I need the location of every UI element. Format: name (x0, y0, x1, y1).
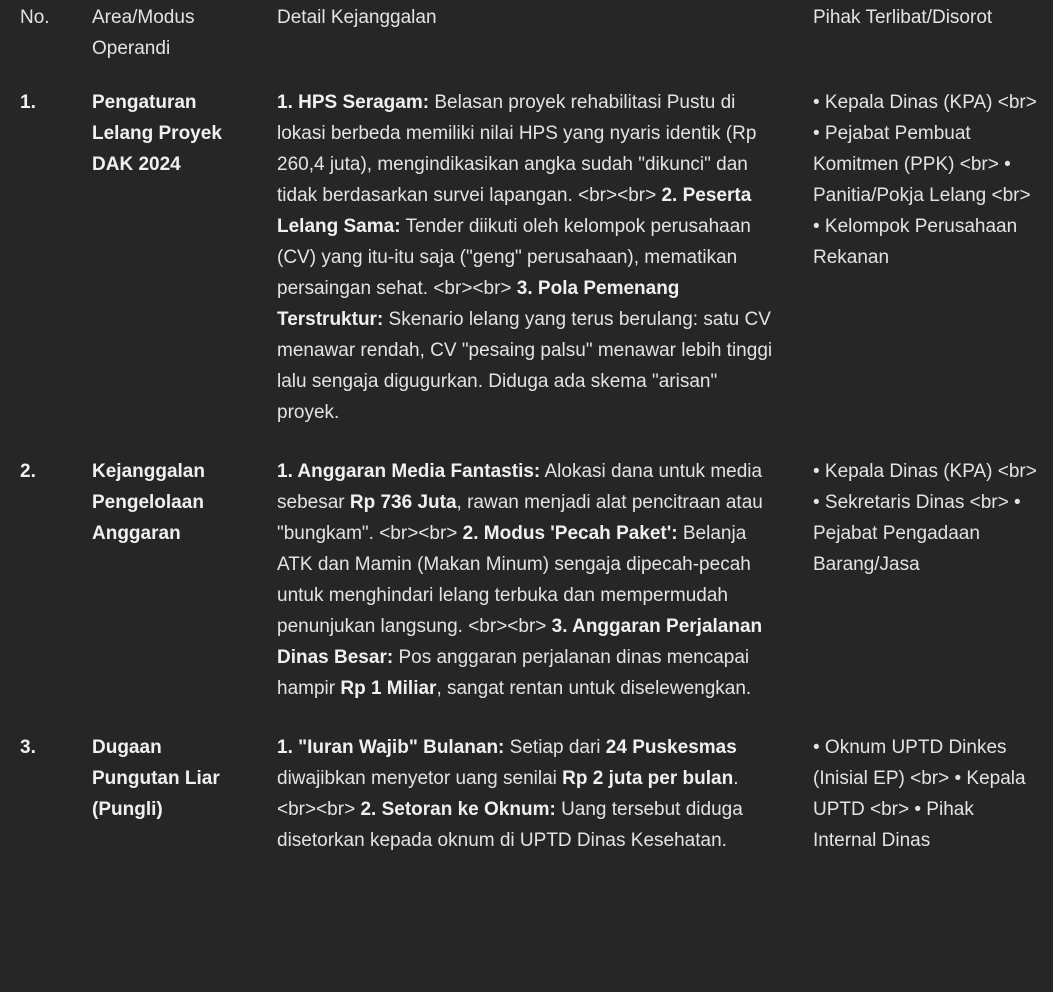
detail-bold-segment: Rp 736 Juta (349, 492, 457, 513)
detail-segment: Alokasi dana untuk media sebesar (277, 461, 763, 513)
row-pihak-text: • Kepala Dinas (KPA) <br> • Pejabat Pembuat Komitmen (PPK) <br> • Panitia/Pokja Lelang <br> • Kelompok Perusahaan Rekanan (813, 92, 1037, 268)
table-row (0, 87, 1053, 456)
row-pihak-text: • Kepala Dinas (KPA) <br> • Sekretaris Dinas <br> • Pejabat Pengadaan Barang/Jasa (813, 461, 1037, 575)
detail-bold-segment: 1. "Iuran Wajib" Bulanan: (277, 737, 505, 758)
header-pihak: Pihak Terlibat/Disorot (813, 7, 993, 28)
row-number (0, 87, 92, 456)
row-area (92, 456, 277, 732)
table-body (0, 87, 1053, 884)
row-pihak-text: • Oknum UPTD Dinkes (Inisial EP) <br> • Kepala UPTD <br> • Pihak Internal Dinas (813, 737, 1026, 851)
detail-segment: Tender diikuti oleh kelompok perusahaan (CV) yang itu-itu saja ("geng" perusahaan), mematikan persaingan sehat. <br><br> (277, 216, 751, 299)
table-row (0, 456, 1053, 732)
detail-segment: Uang tersebut diduga disetorkan kepada oknum di UPTD Dinas Kesehatan. (277, 799, 743, 851)
row-pihak (813, 456, 1053, 732)
detail-segment: Belanja ATK dan Mamin (Makan Minum) sengaja dipecah-pecah untuk menghindari lelang terbuka dan mempermudah penunjukan langsung. <br><br> (277, 523, 751, 637)
header-detail: Detail Kejanggalan (277, 7, 437, 28)
row-detail (277, 456, 813, 732)
detail-bold-segment: 1. HPS Seragam: (277, 92, 430, 113)
detail-bold-segment: Rp 2 juta per bulan (562, 768, 734, 789)
detail-bold-segment: 2. Modus 'Pecah Paket': (462, 523, 678, 544)
detail-segment: diwajibkan menyetor uang senilai (277, 768, 563, 789)
row-detail-text (277, 456, 782, 704)
row-area-text: Pengaturan Lelang Proyek DAK 2024 (92, 92, 222, 175)
detail-segment: Setiap dari (504, 737, 606, 758)
detail-segment: , rawan menjadi alat pencitraan atau "bungkam". <br><br> (277, 492, 763, 544)
detail-bold-segment: 3. Anggaran Perjalanan Dinas Besar: (277, 616, 763, 668)
row-number (0, 456, 92, 732)
detail-segment: Belasan proyek rehabilitasi Pustu di lokasi berbeda memiliki nilai HPS yang nyaris identik (Rp 260,4 juta), mengindikasikan angka sudah "dikunci" dan tidak berdasarkan survei lapangan. <br><br> (277, 92, 757, 206)
row-number-text: 2. (20, 461, 36, 482)
row-number-text: 1. (20, 92, 36, 113)
detail-bold-segment: 1. Anggaran Media Fantastis: (277, 461, 541, 482)
row-area (92, 87, 277, 456)
row-pihak (813, 87, 1053, 456)
row-detail-text (277, 87, 782, 428)
row-area (92, 732, 277, 884)
detail-segment: . <br><br> (277, 768, 739, 820)
row-number-text: 3. (20, 737, 36, 758)
row-detail-text (277, 732, 782, 856)
detail-bold-segment: 24 Puskesmas (605, 737, 737, 758)
anomaly-table (0, 2, 1053, 884)
table-row (0, 732, 1053, 884)
row-area-text: Kejanggalan Pengelolaan Anggaran (92, 461, 205, 544)
detail-bold-segment: 2. Peserta Lelang Sama: (277, 185, 752, 237)
row-pihak (813, 732, 1053, 884)
header-no: No. (20, 7, 50, 28)
detail-segment: Skenario lelang yang terus berulang: satu CV menawar rendah, CV "pesaing palsu" menawar lebih tinggi lalu sengaja digugurkan. Diduga ada skema "arisan" proyek. (277, 309, 773, 423)
row-detail (277, 87, 813, 456)
detail-bold-segment: Rp 1 Miliar (340, 678, 437, 699)
header-area: Area/Modus Operandi (92, 7, 195, 59)
row-detail (277, 732, 813, 884)
detail-segment: Pos anggaran perjalanan dinas mencapai hampir (277, 647, 750, 699)
detail-bold-segment: 2. Setoran ke Oknum: (360, 799, 556, 820)
row-number (0, 732, 92, 884)
table-header-row (0, 2, 1053, 87)
detail-segment: , sangat rentan untuk diselewengkan. (436, 678, 752, 699)
row-area-text: Dugaan Pungutan Liar (Pungli) (92, 737, 220, 820)
detail-bold-segment: 3. Pola Pemenang Terstruktur: (277, 278, 680, 330)
